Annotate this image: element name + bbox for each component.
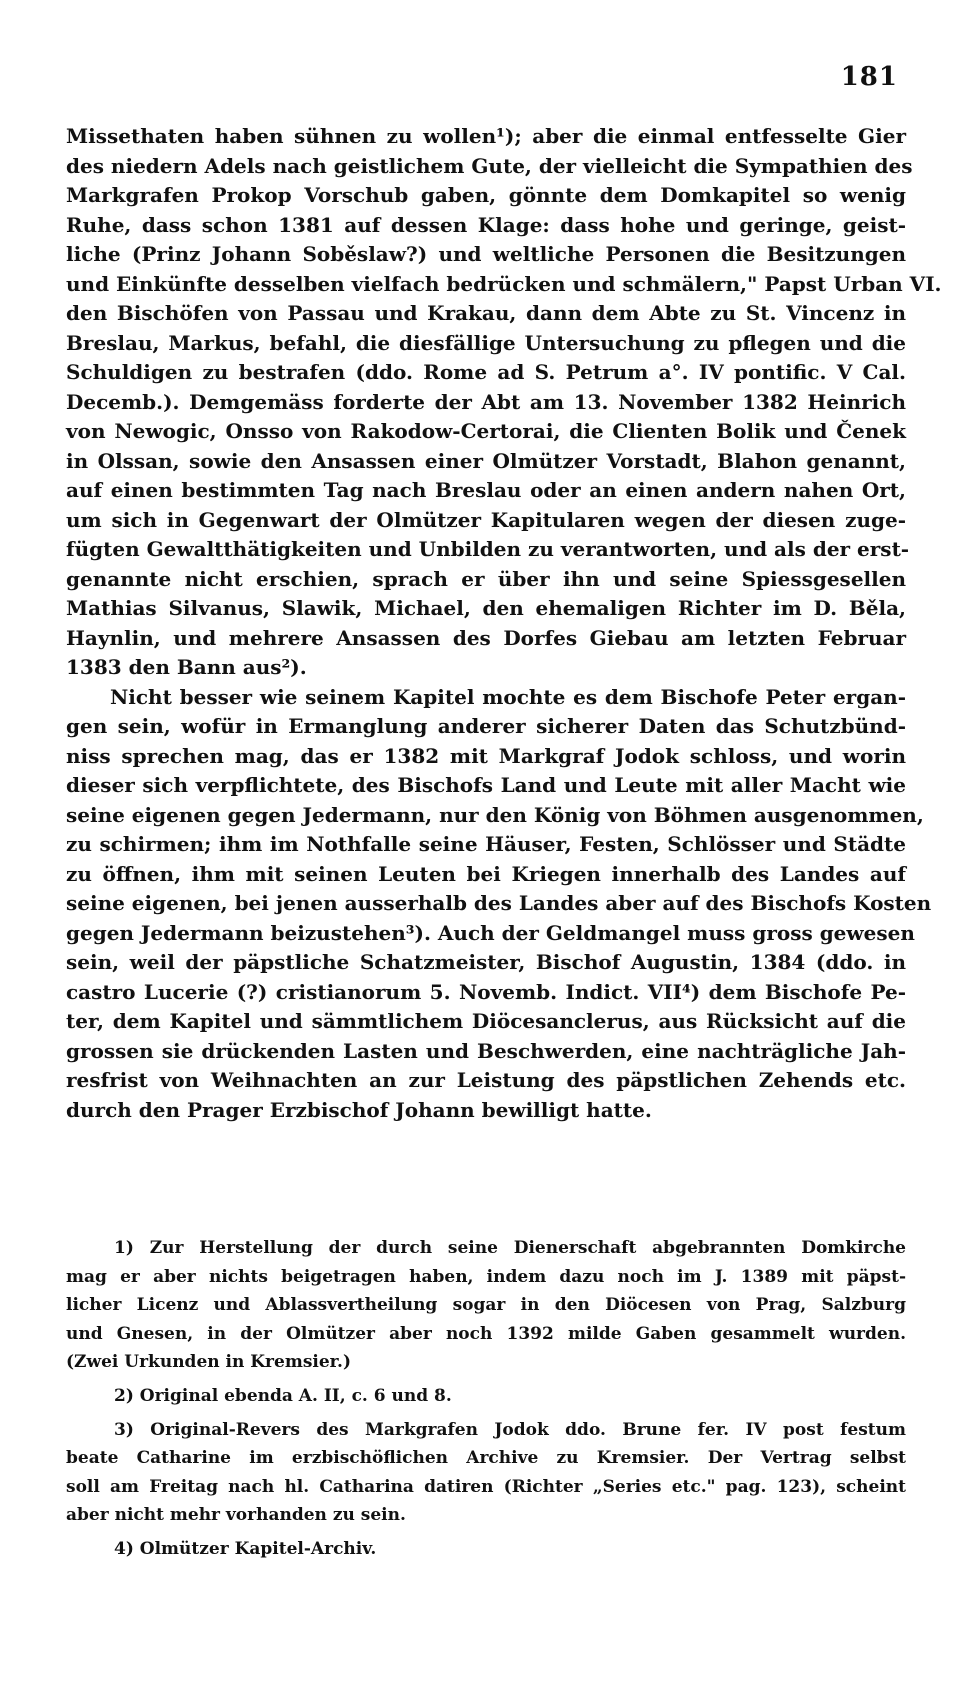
footnote-line: 2) Original ebenda A. II, c. 6 und 8.	[114, 1385, 452, 1406]
body-text-line: von Newogic, Onsso von Rakodow-Certorai, die Clienten Bolik und Čenek	[66, 419, 906, 443]
body-text-line: sein, weil der päpstliche Schatzmeister, Bischof Augustin, 1384 (ddo. in	[66, 950, 906, 974]
body-text-line: um sich in Gegenwart der Olmützer Kapitularen wegen der diesen zuge-	[66, 507, 906, 532]
body-text-line: ter, dem Kapitel und sämmtlichem Diöcesanclerus, aus Rücksicht auf die	[66, 1009, 906, 1033]
body-text-line: fügten Gewaltthätigkeiten und Unbilden zu verantworten, und als der erst-	[66, 537, 910, 561]
body-text-line: Decemb.). Demgemäss forderte der Abt am 13. November 1382 Heinrich	[66, 389, 906, 414]
body-text-line: in Olssan, sowie den Ansassen einer Olmützer Vorstadt, Blahon genannt,	[66, 448, 906, 473]
body-text-line: seine eigenen, bei jenen ausserhalb des Landes aber auf des Bischofs Kosten	[66, 891, 932, 915]
body-text-line: seine eigenen gegen Jedermann, nur den König von Böhmen ausgenommen,	[66, 802, 924, 827]
body-text-line: zu schirmen; ihm im Nothfalle seine Häuser, Festen, Schlösser und Städte	[66, 832, 906, 856]
body-text-line: grossen sie drückenden Lasten und Beschwerden, eine nachträgliche Jah-	[66, 1038, 906, 1063]
body-text-line: Missethaten haben sühnen zu wollen¹); aber die einmal entfesselte Gier	[66, 124, 906, 148]
footnote-line: und Gnesen, in der Olmützer aber noch 1392 milde Gaben gesammelt wurden.	[66, 1323, 906, 1344]
body-text-line: zu öffnen, ihm mit seinen Leuten bei Kriegen innerhalb des Landes auf	[66, 861, 906, 886]
body-text-line: 1383 den Bann aus²).	[66, 655, 307, 679]
body-text-line: Breslau, Markus, befahl, die diesfällige Untersuchung zu pflegen und die	[66, 330, 906, 355]
body-text-line: dieser sich verpflichtete, des Bischofs Land und Leute mit aller Macht wie	[66, 773, 906, 797]
body-text-line: auf einen bestimmten Tag nach Breslau oder an einen andern nahen Ort,	[66, 478, 906, 502]
body-text-line: des niedern Adels nach geistlichem Gute, der vielleicht die Sympathien des	[66, 153, 913, 178]
footnote-line: licher Licenz und Ablassvertheilung sogar in den Diöcesen von Prag, Salzburg	[66, 1295, 906, 1316]
body-text-line: Markgrafen Prokop Vorschub gaben, gönnte dem Domkapitel so wenig	[66, 183, 906, 207]
body-text-line: liche (Prinz Johann Soběslaw?) und weltliche Personen die Besitzungen	[66, 242, 906, 266]
body-text-line: Haynlin, und mehrere Ansassen des Dorfes Giebau am letzten Februar	[66, 625, 906, 650]
footnote-line: soll am Freitag nach hl. Catharina datiren (Richter „Series etc." pag. 123), scheint	[66, 1476, 906, 1497]
footnotes	[66, 1234, 906, 1564]
body-text-line: Mathias Silvanus, Slawik, Michael, den ehemaligen Richter im D. Běla,	[66, 596, 906, 620]
footnote-line: 1) Zur Herstellung der durch seine Dienerschaft abgebrannten Domkirche	[114, 1238, 906, 1258]
body-text-line: niss sprechen mag, das er 1382 mit Markgraf Jodok schloss, und worin	[66, 743, 906, 768]
body-text	[66, 122, 942, 1125]
footnote-line: beate Catharine im erzbischöflichen Archive zu Kremsier. Der Vertrag selbst	[66, 1448, 906, 1469]
body-text-line: resfrist von Weihnachten an zur Leistung des päpstlichen Zehends etc.	[66, 1068, 906, 1092]
body-text-line: Ruhe, dass schon 1381 auf dessen Klage: dass hohe und geringe, geist-	[66, 212, 906, 237]
footnote-line: 3) Original-Revers des Markgrafen Jodok ddo. Brune fer. IV post festum	[114, 1419, 906, 1440]
body-text-line: genannte nicht erschien, sprach er über ihn und seine Spiessgesellen	[66, 566, 906, 591]
body-text-line: gen sein, wofür in Ermanglung anderer sicherer Daten das Schutzbünd-	[66, 714, 906, 738]
body-text-line: gegen Jedermann beizustehen³). Auch der Geldmangel muss gross gewesen	[66, 920, 915, 945]
body-text-line: den Bischöfen von Passau und Krakau, dann dem Abte zu St. Vincenz in	[66, 301, 906, 325]
body-text-line: Nicht besser wie seinem Kapitel mochte es dem Bischofe Peter ergan-	[110, 684, 906, 709]
page-number: 181	[840, 62, 898, 92]
footnote-line: 4) Olmützer Kapitel-Archiv.	[114, 1538, 377, 1559]
footnote-line: (Zwei Urkunden in Kremsier.)	[66, 1352, 352, 1373]
body-text-line: Schuldigen zu bestrafen (ddo. Rome ad S. Petrum a°. IV pontific. V Cal.	[66, 360, 906, 384]
body-text-line: castro Lucerie (?) cristianorum 5. Novemb. Indict. VII⁴) dem Bischofe Pe-	[66, 979, 906, 1004]
body-text-line: und Einkünfte desselben vielfach bedrücken und schmälern," Papst Urban VI.	[66, 271, 942, 296]
footnote-line: aber nicht mehr vorhanden zu sein.	[66, 1505, 406, 1526]
footnote-line: mag er aber nichts beigetragen haben, indem dazu noch im J. 1389 mit päpst-	[66, 1266, 906, 1287]
body-text-line: durch den Prager Erzbischof Johann bewilligt hatte.	[66, 1097, 652, 1122]
